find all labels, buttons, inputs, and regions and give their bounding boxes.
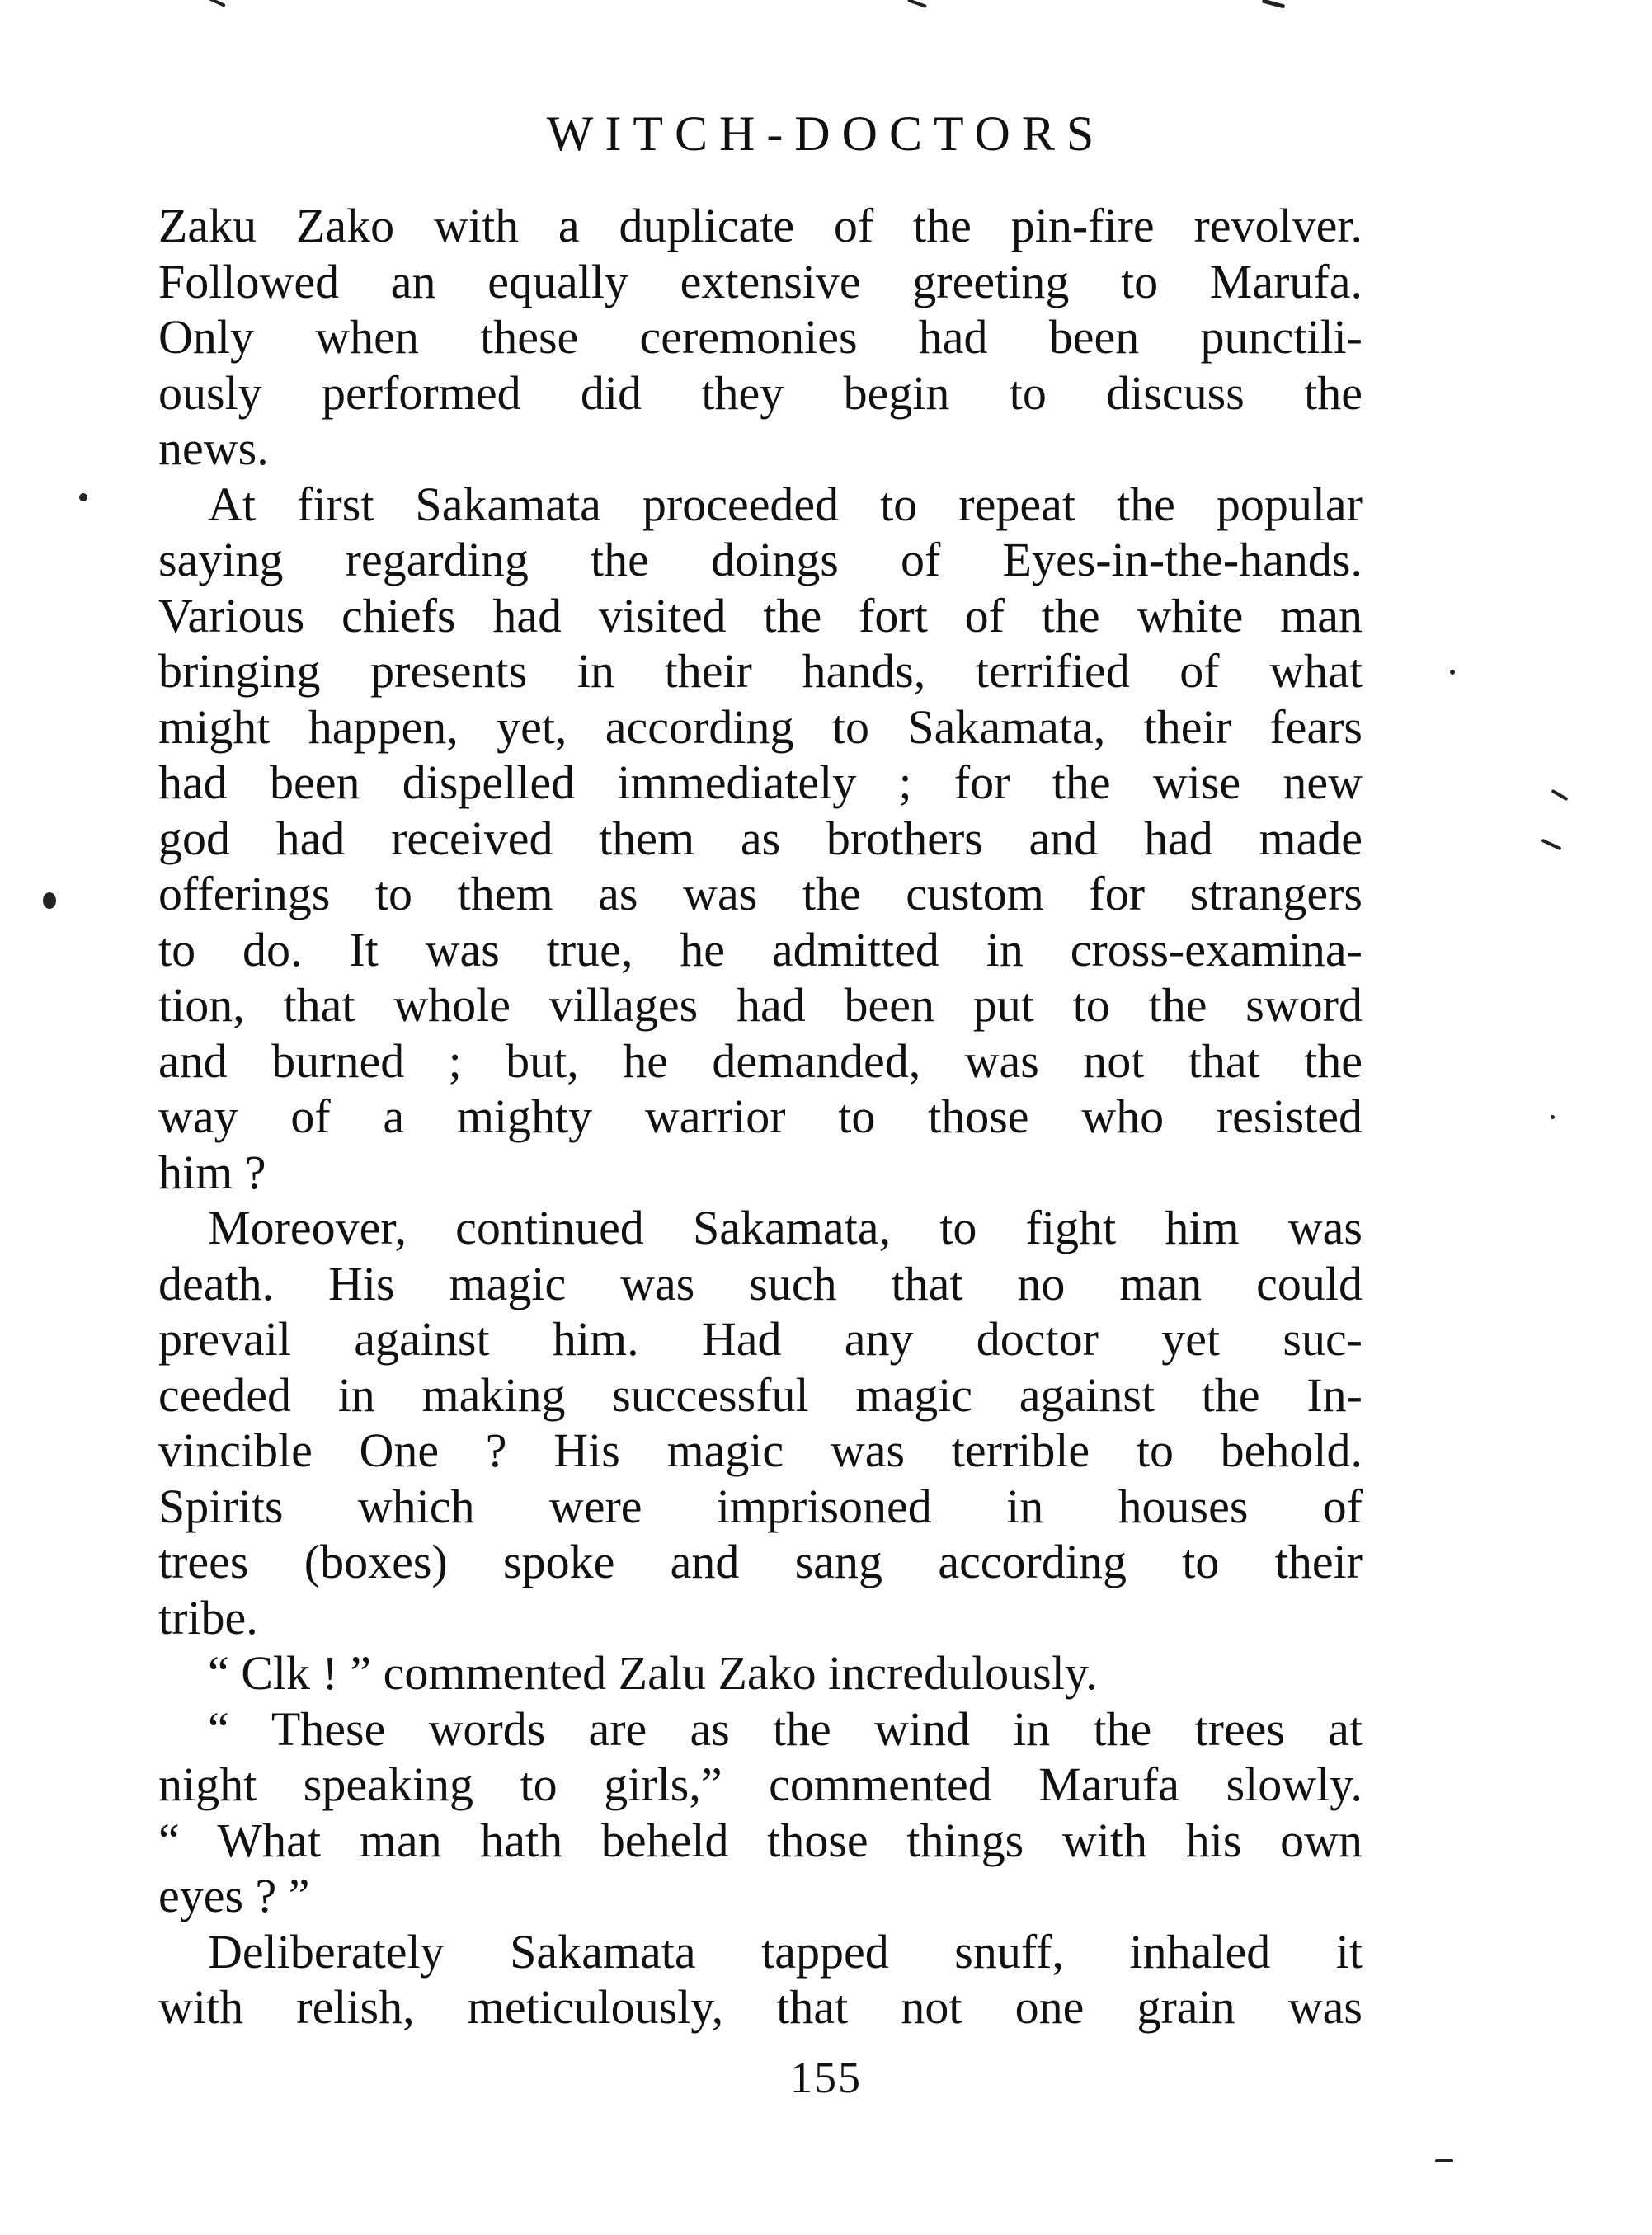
text-line: Various chiefs had visited the fort of the white man [158,588,1363,642]
text-line: Followed an equally extensive greeting to Marufa. [158,254,1363,308]
scan-speck [1450,670,1455,675]
text-line: to do. It was true, he admitted in cross-examina- [158,922,1363,976]
text-line: ceeded in making successful magic against the In- [158,1367,1363,1422]
text-line: way of a mighty warrior to those who resisted [158,1089,1363,1143]
text-line: Moreover, continued Sakamata, to fight him was [208,1201,1363,1254]
text-line: saying regarding the doings of Eyes-in-the-hands. [158,533,1363,586]
text-line: had been dispelled immediately ; for the wise new [158,755,1363,809]
text-line: Deliberately Sakamata tapped snuff, inhaled it [208,1924,1363,1979]
text-line: with relish, meticulously, that not one grain was [158,1980,1363,2034]
text-line: tion, that whole villages had been put to the sword [158,978,1363,1032]
text-line: him ? [158,1145,266,1199]
text-line: tribe. [158,1590,258,1644]
text-line: bringing presents in their hands, terrified of what [158,644,1363,698]
text-line: Spirits which were imprisoned in houses of [158,1479,1363,1533]
scan-speck [1435,2159,1453,2162]
text-line: “ Clk ! ” commented Zalu Zako incredulously. [208,1646,1098,1700]
text-line: Only when these ceremonies had been punctili- [158,310,1363,364]
text-line: prevail against him. Had any doctor yet suc- [158,1312,1363,1366]
text-line: vincible One ? His magic was terrible to behold. [158,1423,1363,1477]
scan-speck [206,0,225,7]
text-line: ously performed did they begin to discuss the [158,365,1363,420]
scan-speck [43,892,56,909]
text-line: and burned ; but, he demanded, was not that the [158,1033,1363,1088]
text-line: offerings to them as was the custom for strangers [158,867,1363,920]
running-head: WITCH-DOCTORS [546,106,1106,161]
text-line: eyes ? ” [158,1869,310,1922]
text-line: death. His magic was such that no man could [158,1256,1363,1310]
text-line: night speaking to girls,” commented Marufa slowly. [158,1757,1363,1811]
text-line: At first Sakamata proceeded to repeat the popular [208,477,1363,531]
body-text [158,198,1363,2035]
text-line: god had received them as brothers and had made [158,811,1363,865]
text-line: “ What man hath beheld those things with his own [158,1813,1363,1867]
scan-speck [1551,789,1568,801]
scan-speck [79,493,87,501]
text-line: trees (boxes) spoke and sang according to their [158,1535,1363,1588]
text-line: “ These words are as the wind in the trees at [208,1701,1363,1756]
text-line: Zaku Zako with a duplicate of the pin-fire revolver. [158,199,1363,252]
scan-speck [1541,839,1561,851]
page-number: 155 [790,2053,862,2102]
scan-speck [1262,0,1285,9]
scan-speck [1551,1115,1555,1119]
text-line: might happen, yet, according to Sakamata, their fears [158,699,1363,754]
text-line: news. [158,421,269,475]
scan-speck [907,0,927,8]
